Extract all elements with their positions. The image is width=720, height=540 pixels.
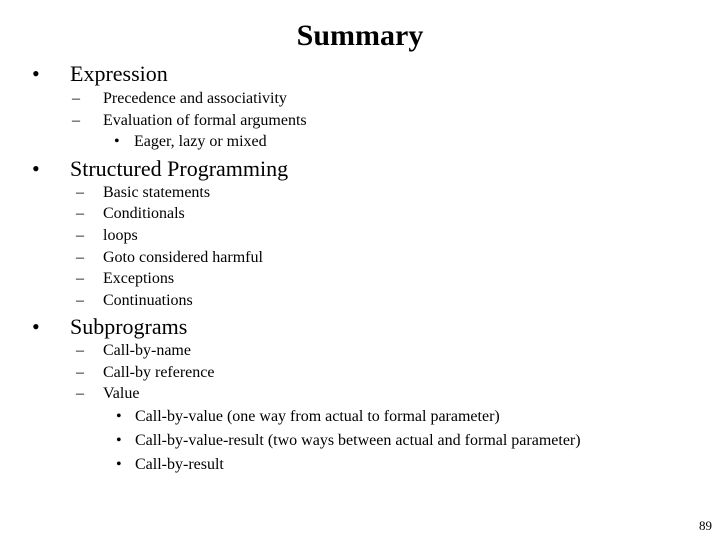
list-item-label: loops — [103, 227, 138, 244]
bullet-icon: • — [32, 314, 40, 339]
bullet-icon: • — [114, 133, 120, 150]
sub-list-item-label: Call-by-value-result (two ways between actual and formal parameter) — [135, 432, 581, 449]
dash-icon: – — [76, 249, 84, 266]
slide-title: Summary — [296, 19, 424, 52]
dash-icon: – — [76, 292, 84, 309]
list-item-label: Evaluation of formal arguments — [103, 112, 307, 129]
bullet-icon: • — [32, 61, 40, 86]
list-item-label: Goto considered harmful — [103, 249, 263, 266]
list-item-label: Call-by-name — [103, 342, 191, 359]
dash-icon: – — [76, 364, 84, 381]
bullet-icon: • — [116, 408, 122, 425]
dash-icon: – — [76, 205, 84, 222]
dash-icon: – — [76, 385, 84, 402]
list-item — [76, 384, 139, 404]
list-item-label: Conditionals — [103, 205, 185, 222]
list-item — [76, 183, 210, 203]
dash-icon: – — [76, 227, 84, 244]
bullet-icon: • — [116, 432, 122, 449]
list-item-label: Basic statements — [103, 184, 211, 201]
dash-icon: – — [76, 342, 84, 359]
list-item — [76, 269, 174, 289]
section-label: Expression — [70, 61, 168, 86]
dash-icon: – — [76, 270, 84, 287]
dash-icon: – — [76, 184, 84, 201]
section-subprograms — [32, 314, 187, 340]
section-structured-programming — [32, 156, 288, 182]
list-item-label: Value — [103, 385, 140, 402]
list-item-label: Call-by reference — [103, 364, 215, 381]
sub-list-item — [116, 407, 500, 427]
list-item — [76, 248, 263, 268]
list-item — [76, 291, 193, 311]
list-item — [72, 111, 307, 131]
sub-list-item-label: Call-by-value (one way from actual to formal parameter) — [135, 408, 500, 425]
section-label: Subprograms — [70, 314, 188, 339]
bullet-icon: • — [32, 156, 40, 181]
sub-list-item — [114, 132, 267, 152]
section-expression — [32, 61, 168, 87]
sub-list-item-label: Call-by-result — [135, 456, 224, 473]
page-number: 89 — [699, 518, 712, 533]
list-item-label: Precedence and associativity — [103, 90, 287, 107]
list-item — [72, 89, 287, 109]
section-label: Structured Programming — [70, 156, 289, 181]
list-item — [76, 226, 138, 246]
list-item-label: Continuations — [103, 292, 193, 309]
dash-icon: – — [72, 90, 80, 107]
list-item — [76, 204, 185, 224]
sub-list-item — [116, 455, 224, 475]
bullet-icon: • — [116, 456, 122, 473]
list-item — [76, 341, 191, 361]
list-item — [76, 363, 214, 383]
sub-list-item-label: Eager, lazy or mixed — [134, 133, 267, 150]
sub-list-item — [116, 431, 581, 451]
dash-icon: – — [72, 112, 80, 129]
list-item-label: Exceptions — [103, 270, 175, 287]
